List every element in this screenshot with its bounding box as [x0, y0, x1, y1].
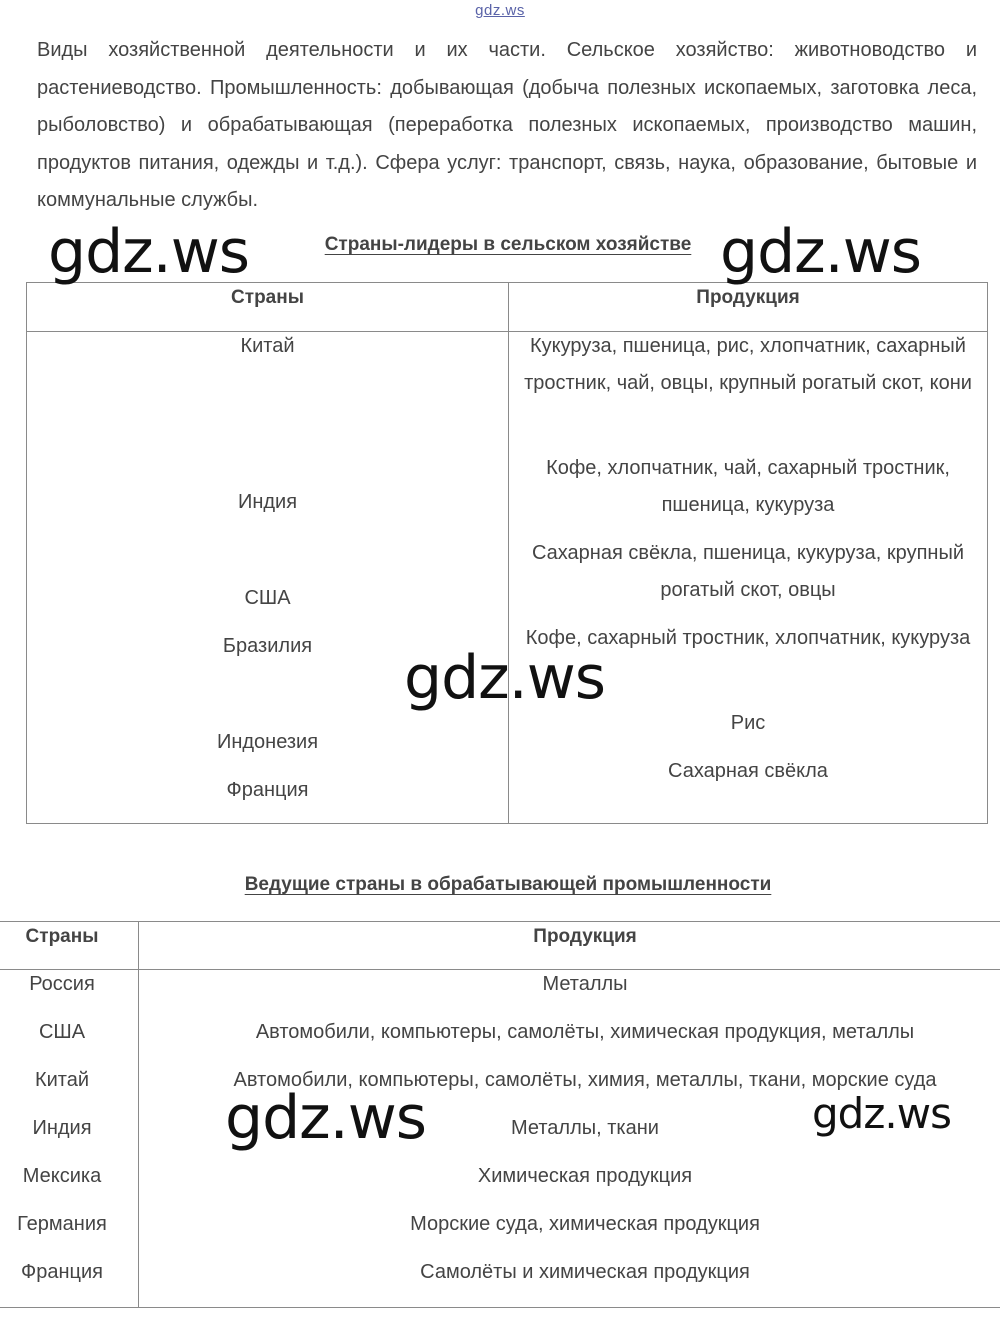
products-cell: Кофе, хлопчатник, чай, сахарный тростник, пшеница, кукуруза: [546, 457, 950, 516]
country-cell: Франция: [21, 1261, 103, 1283]
products-cell: Автомобили, компьютеры, самолёты, химия, металлы, ткани, морские суда: [233, 1069, 937, 1091]
products-cell: Самолёты и химическая продукция: [420, 1261, 750, 1283]
country-cell: США: [38, 1021, 86, 1043]
products-cell: Рис: [730, 712, 766, 734]
watermark-text: gdz.ws: [404, 643, 606, 713]
intro-paragraph: Виды хозяйственной деятельности и их части. Сельское хозяйство: животноводство и растениеводство. Промышленность: добывающая (добыча полезных ископаемых, заготовка леса, рыболовство) и обрабатывающая (переработка полезных ископаемых, производство машин, продуктов питания, одежды и т.д.). Сфера услуг: транспорт, связь, наука, образование, бытовые и коммунальные службы.: [37, 39, 977, 211]
watermark-text: gdz.ws: [720, 217, 922, 287]
products-cell: Кукуруза, пшеница, рис, хлопчатник, сахарный тростник, чай, овцы, крупный рогатый скот, кони: [524, 335, 972, 394]
country-cell: Индия: [237, 491, 298, 513]
column-header-products: Продукция: [696, 287, 800, 308]
products-cell: Химическая продукция: [477, 1165, 693, 1187]
column-header-countries: Страны: [25, 926, 99, 947]
products-cell: Металлы: [542, 973, 628, 995]
products-cell: Сахарная свёкла: [668, 760, 828, 782]
watermark-text: gdz.ws: [225, 1083, 427, 1153]
country-cell: Индия: [32, 1117, 92, 1139]
country-cell: Китай: [240, 335, 295, 357]
top-watermark: gdz.ws: [475, 2, 525, 19]
country-cell: Индонезия: [216, 731, 319, 753]
country-cell: Мексика: [22, 1165, 102, 1187]
agri-table: [26, 282, 988, 824]
products-cell: Сахарная свёкла, пшеница, кукуруза, крупный рогатый скот, овцы: [531, 542, 964, 601]
products-cell: Морские суда, химическая продукция: [410, 1213, 760, 1235]
products-cell: Автомобили, компьютеры, самолёты, химическая продукция, металлы: [255, 1021, 915, 1043]
products-cell: Кофе, сахарный тростник, хлопчатник, кукуруза: [525, 627, 971, 649]
column-header-products: Продукция: [533, 926, 637, 947]
column-divider: [508, 283, 509, 823]
country-cell: Китай: [34, 1069, 90, 1091]
watermark-text: gdz.ws: [48, 217, 250, 287]
country-cell: США: [244, 587, 291, 609]
country-cell: Германия: [17, 1213, 107, 1235]
country-cell: Франция: [226, 779, 309, 801]
industry-table-title: Ведущие страны в обрабатывающей промышленности: [244, 874, 772, 895]
country-cell: Россия: [29, 973, 95, 995]
column-header-countries: Страны: [231, 287, 304, 308]
watermark-text: gdz.ws: [812, 1089, 951, 1138]
country-cell: Бразилия: [222, 635, 313, 657]
agri-table-title: Страны-лидеры в сельском хозяйстве: [324, 234, 692, 255]
column-divider: [138, 922, 139, 1307]
products-cell: Металлы, ткани: [511, 1117, 659, 1139]
